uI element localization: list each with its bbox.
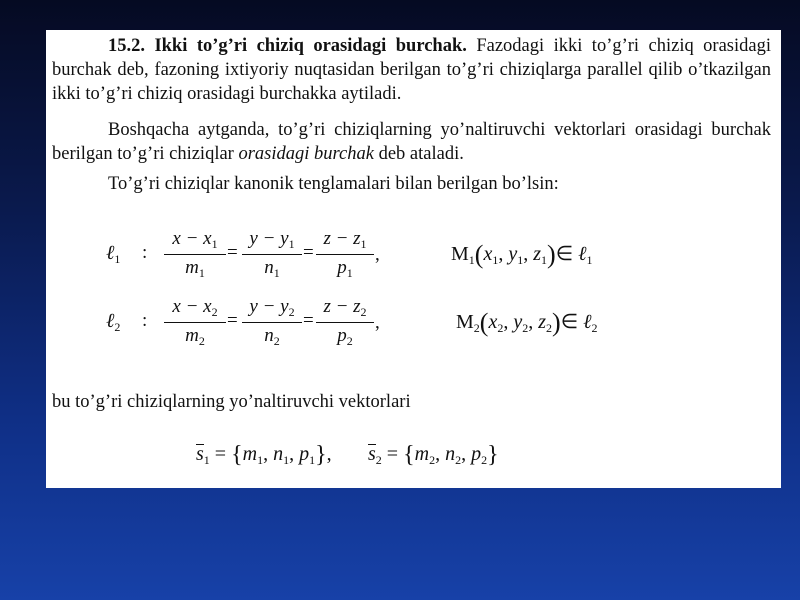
fraction-z: $z - z_2$ $p_2$ (316, 296, 374, 349)
paragraph-direction-vectors: bu to’g’ri chiziqlarning yo’naltiruvchi vektorlari (52, 392, 411, 412)
equation-line-2: ℓ$_2$ : $x - x_2$ $m_2$ = $y - y_2$ $n_2$ = $z - z_2$ $p_2$ , $M_2(x_2$, $y_2$, $z_2)\in$ ℓ$_2$ (106, 296, 598, 348)
paragraph-definition (52, 34, 771, 106)
line-symbol: ℓ$_1$ (106, 242, 121, 266)
slide-card (46, 30, 781, 488)
alternate-italic-term: orasidagi burchak (238, 144, 374, 164)
point-m1: $M_1(x_1$, $y_1$, $z_1)\in$ ℓ$_1$ (451, 240, 593, 269)
alternate-text-b: deb ataladi. (373, 144, 464, 164)
fraction-y: $y - y_2$ $n_2$ (242, 296, 302, 349)
alternate-text-a: Boshqacha aytganda, to’g’ri chiziqlarning yo’naltiruvchi vektorlari orasidagi burchak berilgan to’g’ri chiziqlar (52, 120, 771, 164)
point-m2: $M_2(x_2$, $y_2$, $z_2)\in$ ℓ$_2$ (456, 308, 598, 337)
vector-s2: $s_2 = \{m_2$, $n_2$, $p_2$} (368, 442, 499, 468)
definition-text: Fazodagi ikki to’g’ri chiziq orasidagi burchak deb, fazoning ixtiyoriy nuqtasidan berilgan to’g’ri chiziqlarga parallel qilib o’tkazilgan ikki to’g’ri chiziq orasidagi burchakka aytiladi. (52, 36, 771, 104)
vector-row (46, 438, 781, 478)
paragraph-canonical-intro: To’g’ri chiziqlar kanonik tenglamalari bilan berilgan bo’lsin: (108, 174, 559, 194)
vector-s1: $s_1 = \{m_1$, $n_1$, $p_1$}, (196, 442, 332, 468)
equation-line-1: ℓ$_1$ : $x - x_1$ $m_1$ = $y - y_1$ $n_1$ = $z - z_1$ $p_1$ , $M_1(x_1$, $y_1$, $z_1)\in$ ℓ$_1$ (106, 228, 593, 280)
fraction-y: $y - y_1$ $n_1$ (242, 228, 302, 281)
fraction-x: $x - x_2$ $m_2$ (164, 296, 226, 349)
section-heading: 15.2. Ikki to’g’ri chiziq orasidagi burchak. (108, 36, 467, 56)
line-symbol: ℓ$_2$ (106, 310, 121, 334)
paragraph-alternate (52, 118, 771, 166)
fraction-z: $z - z_1$ $p_1$ (316, 228, 374, 281)
fraction-x: $x - x_1$ $m_1$ (164, 228, 226, 281)
